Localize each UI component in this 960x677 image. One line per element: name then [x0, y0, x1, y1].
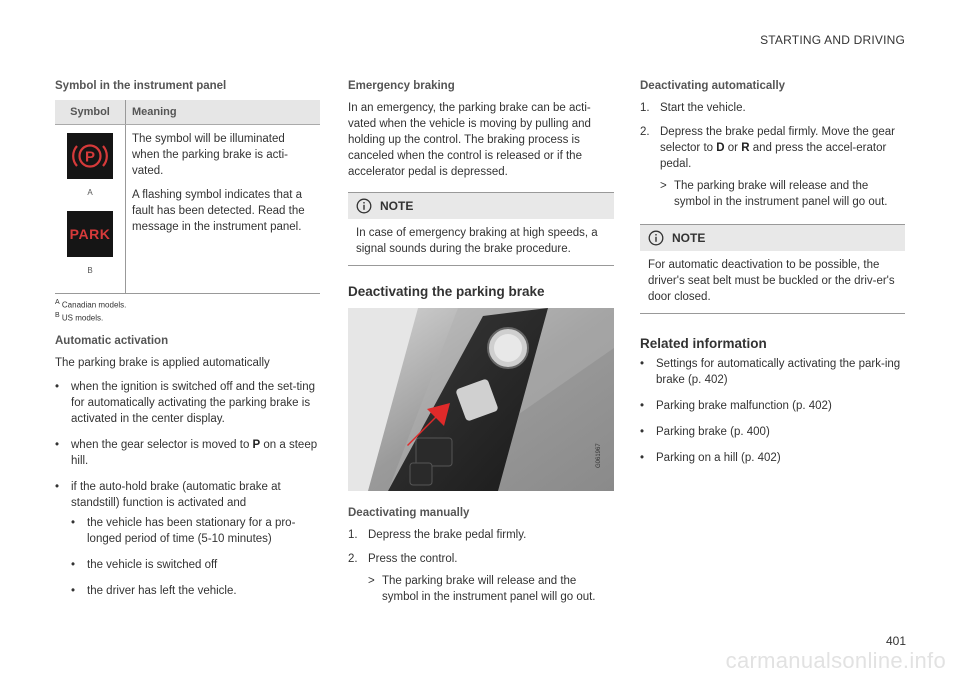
park-text-icon [67, 211, 113, 257]
auto-activation-intro: The parking brake is applied automatically [55, 357, 270, 370]
info-icon [648, 230, 664, 246]
photo-code: G061967 [596, 443, 602, 468]
park-label: PARK [69, 226, 111, 242]
list-item: 2. Depress the brake pedal firmly. Move the gear selector to D or R and press the accel-erator pedal. > The parking brake will release and the symbol in the instrument panel will go out. [640, 124, 905, 210]
page-header: STARTING AND DRIVING [760, 33, 905, 47]
related-heading: Related information [640, 336, 767, 351]
list-item: 1. Start the vehicle. [640, 102, 746, 114]
symbol-cell [55, 125, 126, 294]
column-1 [55, 78, 320, 609]
svg-text:P: P [84, 148, 96, 166]
note-box [348, 192, 614, 266]
list-item: • the vehicle is switched off [71, 557, 320, 573]
emergency-braking-text: In an emergency, the parking brake can be acti-vated when the vehicle is moving by pulling and holding up the control. The braking process is canceled when the control is released or if the accelerator pedal is depressed. [348, 102, 591, 178]
meaning-cell [126, 125, 321, 294]
auto-steps [640, 100, 905, 210]
symbol-a-tag: A [87, 188, 93, 197]
footnote-a: $^A$ Canadian models. [55, 299, 127, 310]
note-title: NOTE [380, 199, 414, 213]
list-item: 2. Press the control. > The parking brake will release and the symbol in the instrument panel will go out. [348, 551, 614, 605]
note-header [640, 225, 905, 251]
watermark: carmanualsonline.info [725, 648, 946, 673]
related-link[interactable]: • Parking on a hill (p. 402) [640, 450, 905, 466]
manual-deactivation-heading: Deactivating manually [348, 507, 470, 519]
auto-deactivation-heading: Deactivating automatically [640, 80, 786, 92]
related-link[interactable]: • Settings for automatically activating the park-ing brake (p. 402) [640, 356, 905, 388]
symbol-table [55, 100, 320, 294]
related-list [640, 356, 905, 466]
related-link[interactable]: • Parking brake malfunction (p. 402) [640, 398, 905, 414]
meaning-flashing: A flashing symbol indicates that a fault has been detected. Read the message in the instrument panel. [132, 189, 305, 233]
note-body: In case of emergency braking at high speeds, a signal sounds during the brake procedure. [356, 227, 598, 255]
emergency-braking-heading: Emergency braking [348, 80, 455, 92]
list-item: • if the auto-hold brake (automatic brake at standstill) function is activated and • the vehicle has been stationary for a pro-longed period of time (5-10 minutes) • the vehicle is switched off • the driver has left the vehicle. [55, 479, 320, 599]
manual-steps [348, 527, 614, 605]
column-3 [640, 78, 905, 476]
note-header [348, 193, 614, 219]
list-item: • the vehicle has been stationary for a pro-longed period of time (5-10 minutes) [71, 515, 320, 547]
result-text: > The parking brake will release and the symbol in the instrument panel will go out. [660, 180, 888, 208]
table-header-meaning: Meaning [126, 100, 321, 125]
deactivate-heading: Deactivating the parking brake [348, 284, 545, 299]
table-row [55, 125, 320, 294]
footnotes [55, 298, 320, 323]
parking-brake-control-photo [348, 308, 614, 491]
symbol-b-tag: B [87, 266, 93, 275]
symbol-heading: Symbol in the instrument panel [55, 80, 227, 92]
auto-activation-list [55, 379, 320, 599]
table-header-symbol: Symbol [55, 100, 126, 125]
list-item: • the driver has left the vehicle. [71, 583, 320, 599]
list-item: 1. Depress the brake pedal firmly. [348, 529, 527, 541]
auto-hold-sublist [71, 515, 320, 599]
meaning-illuminated: The symbol will be illuminated when the parking brake is acti-vated. [132, 133, 288, 177]
list-item: • when the gear selector is moved to P on a steep hill. [55, 437, 320, 469]
note-box [640, 224, 905, 314]
auto-activation-heading: Automatic activation [55, 335, 169, 348]
column-2 [348, 78, 614, 613]
note-title: NOTE [672, 231, 706, 245]
parking-brake-icon [67, 133, 113, 179]
footnote-b: $^B$ US models. [55, 311, 104, 323]
info-icon [356, 198, 372, 214]
page-number: 401 [885, 634, 906, 648]
list-item: • when the ignition is switched off and the set-ting for automatically activating the parking brake is activated in the center display. [55, 379, 320, 427]
related-link[interactable]: • Parking brake (p. 400) [640, 424, 905, 440]
note-body: For automatic deactivation to be possible, the driver's seat belt must be buckled or the driv-er's door closed. [648, 259, 895, 303]
result-text: > The parking brake will release and the symbol in the instrument panel will go out. [368, 575, 596, 603]
